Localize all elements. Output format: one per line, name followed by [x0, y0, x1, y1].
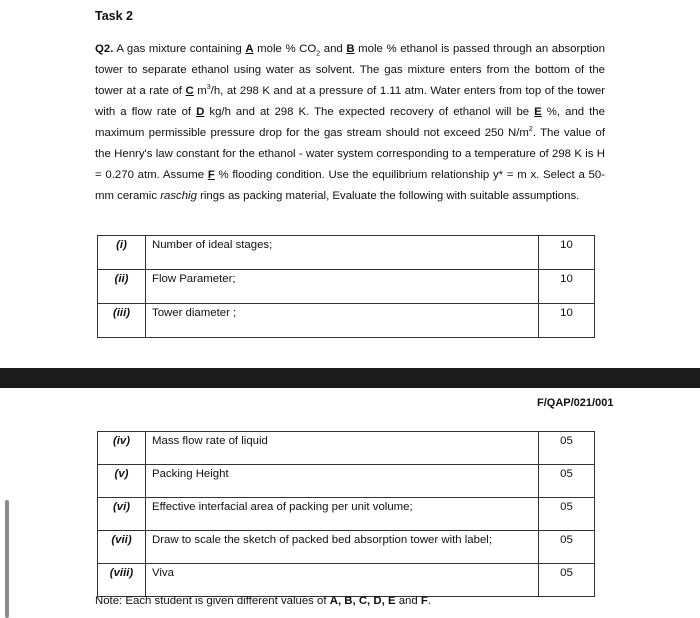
item-number: (vi)	[98, 498, 146, 531]
item-number: (ii)	[98, 270, 146, 304]
variable-e: E	[534, 106, 542, 118]
note-end: .	[427, 595, 432, 607]
note-text	[95, 595, 431, 607]
question-text: kg/h and at 298 K. The expected recovery of ethanol will be	[204, 106, 535, 118]
item-description: Viva	[146, 564, 539, 597]
variable-f: F	[207, 169, 215, 181]
superscript: 2	[528, 126, 533, 134]
table-row	[98, 498, 595, 531]
item-marks: 10	[539, 236, 595, 270]
item-marks: 05	[539, 564, 595, 597]
item-number: (v)	[98, 465, 146, 498]
variable-d: D	[196, 106, 205, 118]
superscript: 3	[206, 84, 211, 92]
right-margin	[688, 388, 700, 618]
item-marks: 05	[539, 465, 595, 498]
note-and: and	[395, 595, 421, 607]
table-row	[98, 531, 595, 564]
table-row	[98, 465, 595, 498]
item-marks: 05	[539, 498, 595, 531]
note-last-var: F	[420, 595, 428, 607]
table-row	[98, 304, 595, 338]
question-text: . The value of the Henry's law constant for the ethanol - water system corresponding to a temperature of 298 K is H = 0.270 atm. Assume	[95, 127, 606, 181]
item-description: Number of ideal stages;	[146, 236, 539, 270]
question-text: /h, at 298 K and at a pressure of 1.11 atm. Water enters from top of the tower with a flow rate of	[95, 85, 606, 118]
variable-c: C	[185, 85, 194, 97]
question-label: Q2.	[95, 43, 114, 55]
item-marks: 05	[539, 432, 595, 465]
item-number: (i)	[98, 236, 146, 270]
form-code: F/QAP/021/001	[537, 397, 614, 409]
item-number: (iv)	[98, 432, 146, 465]
question-text: %, and the maximum permissible pressure drop for the gas stream should not exceed 250 N/m	[95, 106, 605, 139]
question-text: and	[320, 43, 347, 55]
item-description: Packing Height	[146, 465, 539, 498]
item-description: Draw to scale the sketch of packed bed absorption tower with label;	[146, 531, 539, 564]
question-text: mole % ethanol is passed through an absorption tower to separate ethanol using water as solvent. The gas mixture enters from the bottom of the tower at a rate of	[95, 43, 605, 97]
table-row	[98, 564, 595, 597]
item-number: (vii)	[98, 531, 146, 564]
marks-table-2	[97, 431, 595, 597]
table-row	[98, 270, 595, 304]
subscript: 2	[316, 50, 321, 58]
question-text: % flooding condition. Use the equilibrium relationship y* = m x. Select a 50-mm ceramic	[95, 169, 605, 202]
table-row	[98, 432, 595, 465]
item-description: Effective interfacial area of packing per unit volume;	[146, 498, 539, 531]
table-row	[98, 236, 595, 270]
task-title: Task 2	[95, 9, 133, 23]
item-description: Tower diameter ;	[146, 304, 539, 338]
variable-b: B	[346, 43, 355, 55]
marks-table-1	[97, 235, 595, 338]
item-marks: 05	[539, 531, 595, 564]
note-prefix: Note: Each student is given different values of	[95, 595, 330, 607]
item-description: Flow Parameter;	[146, 270, 539, 304]
item-marks: 10	[539, 270, 595, 304]
question-paragraph	[95, 39, 605, 207]
question-text: rings as packing material, Evaluate the following with suitable assumptions.	[196, 190, 580, 202]
item-number: (iii)	[98, 304, 146, 338]
scrollbar-thumb[interactable]	[5, 500, 9, 618]
variable-a: A	[245, 43, 254, 55]
item-number: (viii)	[98, 564, 146, 597]
note-vars: A, B, C, D, E	[329, 595, 396, 607]
item-marks: 10	[539, 304, 595, 338]
raschig-italic: raschig	[160, 190, 197, 202]
item-description: Mass flow rate of liquid	[146, 432, 539, 465]
question-text: mole % CO	[253, 43, 317, 55]
page-separator	[0, 368, 700, 388]
question-text: m	[193, 85, 207, 97]
question-text: A gas mixture containing	[113, 43, 246, 55]
